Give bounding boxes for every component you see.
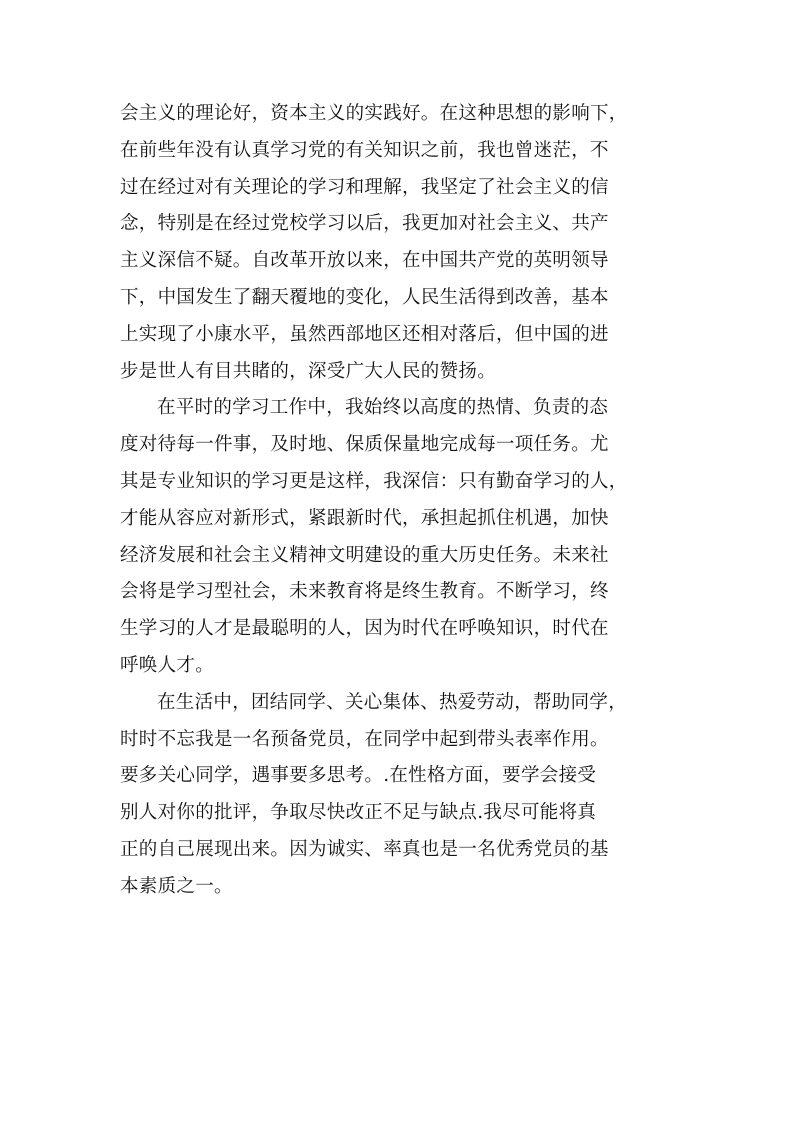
text-line: 上实现了小康水平，虽然西部地区还相对落后，但中国的进: [120, 323, 609, 345]
text-line: 步是世人有目共睹的，深受广大人民的赞扬。: [120, 360, 497, 382]
text-line: 在前些年没有认真学习党的有关知识之前，我也曾迷茫，不: [120, 139, 609, 161]
text-line: 念，特别是在经过党校学习以后，我更加对社会主义、共产: [120, 213, 609, 235]
text-line: 下，中国发生了翻天覆地的变化，人民生活得到改善，基本: [120, 286, 609, 308]
text-line: 经济发展和社会主义精神文明建设的重大历史任务。未来社: [120, 544, 609, 566]
paragraph-2: [120, 390, 676, 684]
text-line: 度对待每一件事，及时地、保质保量地完成每一项任务。尤: [120, 434, 609, 456]
document-body: [120, 96, 676, 906]
text-line-first: 在平时的学习工作中，我始终以高度的热情、负责的态: [157, 397, 609, 419]
text-line: 过在经过对有关理论的学习和理解，我坚定了社会主义的信: [120, 176, 609, 198]
text-line: 呼唤人才。: [120, 654, 215, 676]
paragraph-1: [120, 96, 676, 390]
text-line: 时时不忘我是一名预备党员，在同学中起到带头表率作用。: [120, 728, 609, 750]
text-line: 主义深信不疑。自改革开放以来，在中国共产党的英明领导: [120, 250, 609, 272]
text-line: 别人对你的批评，争取尽快改正不足与缺点.我尽可能将真: [120, 802, 597, 824]
text-line: 会主义的理论好，资本主义的实践好。在这种思想的影响下，: [120, 103, 628, 124]
text-line: 才能从容应对新形式，紧跟新时代，承担起抓住机遇，加快: [120, 507, 609, 529]
paragraph-3: [120, 685, 676, 906]
text-line: 正的自己展现出来。因为诚实、率真也是一名优秀党员的基: [120, 838, 609, 860]
text-line-first: 在生活中，团结同学、关心集体、热爱劳动，帮助同学，: [157, 691, 628, 713]
text-line: 生学习的人才是最聪明的人，因为时代在呼唤知识，时代在: [120, 618, 609, 640]
text-line: 要多关心同学，遇事要多思考。.在性格方面，要学会接受: [120, 765, 597, 787]
text-line: 本素质之一。: [120, 875, 233, 897]
text-line: 会将是学习型社会，未来教育将是终生教育。不断学习，终: [120, 581, 609, 603]
text-line: 其是专业知识的学习更是这样，我深信：只有勤奋学习的人，: [120, 470, 628, 492]
